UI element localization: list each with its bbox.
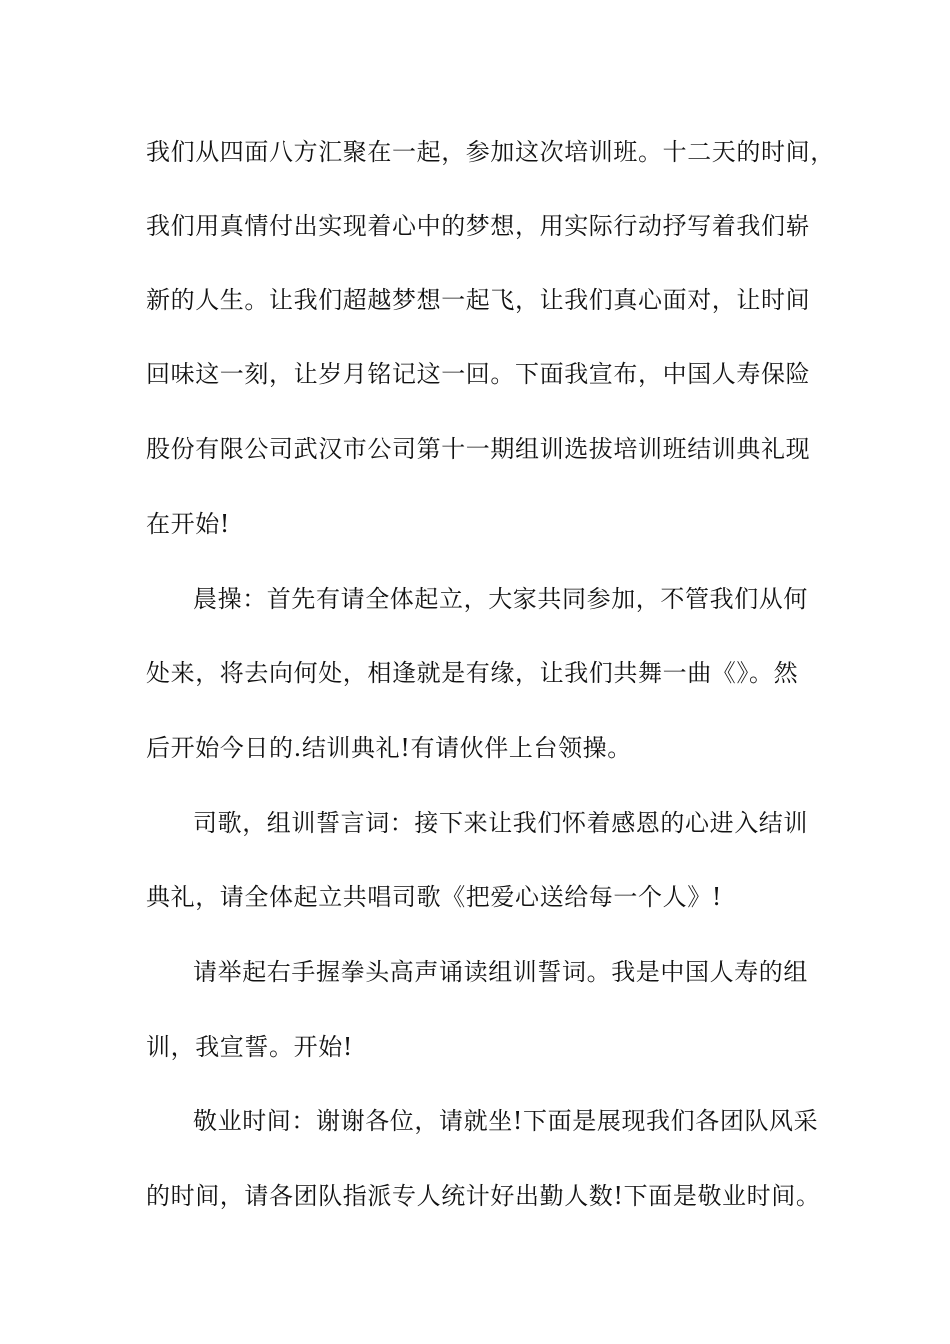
text-line: 新的人生。让我们超越梦想一起飞，让我们真心面对，让时间 (146, 286, 811, 314)
text-line: 敬业时间：谢谢各位，请就坐!下面是展现我们各团队风采 (193, 1107, 819, 1135)
text-line: 训，我宣誓。开始! (146, 1033, 354, 1061)
text-line: 司歌，组训誓言词：接下来让我们怀着感恩的心进入结训 (193, 809, 808, 837)
text-line: 我们用真情付出实现着心中的梦想，用实际行动抒写着我们崭 (146, 212, 811, 240)
text-line: 在开始! (146, 510, 231, 538)
text-line: 晨操：首先有请全体起立，大家共同参加，不管我们从何 (193, 585, 808, 613)
text-line: 股份有限公司武汉市公司第十一期组训选拔培训班结训典礼现 (146, 435, 811, 463)
text-line: 处来，将去向何处，相逢就是有缘，让我们共舞一曲《》。然 (146, 659, 799, 687)
text-line: 典礼，请全体起立共唱司歌《把爱心送给每一个人》! (146, 883, 723, 911)
text-line: 的时间，请各团队指派专人统计好出勤人数!下面是敬业时间。 (146, 1182, 821, 1210)
text-line: 后开始今日的.结训典礼!有请伙伴上台领操。 (146, 734, 632, 762)
text-line: 请举起右手握拳头高声诵读组训誓词。我是中国人寿的组 (193, 958, 808, 986)
text-line: 回味这一刻，让岁月铭记这一回。下面我宣布，中国人寿保险 (146, 360, 811, 388)
text-line: 我们从四面八方汇聚在一起，参加这次培训班。十二天的时间， (146, 138, 835, 166)
